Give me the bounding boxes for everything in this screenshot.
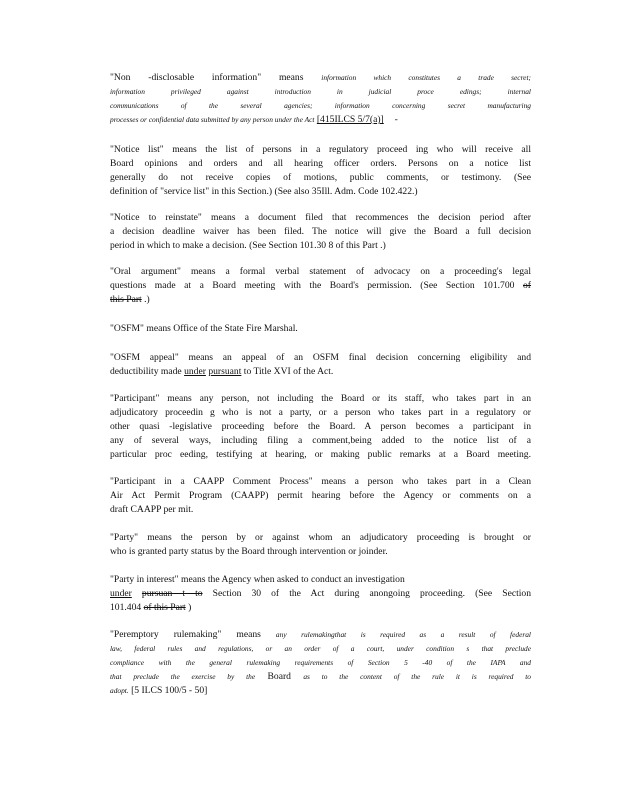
definition-text: a decision deadline waiver has been filed. The notice will give the Board a full decision <box>110 226 531 237</box>
definition-oral-argument <box>110 265 531 307</box>
underlined-text: under <box>110 588 132 599</box>
definition-text: "Participant in a CAAPP Comment Process" means a person who takes part in a Clean <box>110 476 531 487</box>
definition-text: law, federal rules and regulations, or an order of a court, under condition s that preclude <box>110 644 531 653</box>
definition-text: information privileged against introduction in judicial proce edings; internal <box>110 87 531 96</box>
statute-citation: [415ILCS 5/7(a)] <box>316 114 384 125</box>
definition-non-disclosable-information <box>110 71 531 127</box>
definition-text: definition of "service list" in this Section.) (See also 35Ill. Adm. Code 102.422.) <box>110 186 418 197</box>
definition-text: any of several ways, including filing a comment,being added to the notice list of a <box>110 435 531 446</box>
definition-participant <box>110 392 531 462</box>
definition-text: "OSFM appeal" means an appeal of an OSFM final decision concerning eligibility and <box>110 352 531 363</box>
struck-text: of this Part <box>143 602 186 613</box>
definition-text: processes or confidential data submitted by any person under the Act <box>110 115 315 124</box>
definition-participant-caapp <box>110 475 531 517</box>
definition-text: Board <box>267 671 291 682</box>
definition-text: "OSFM" means Office of the State Fire Marshal. <box>110 323 298 334</box>
definition-text: adjudicatory proceedin g who is not a party, or a person who takes part in a regulatory or <box>110 407 531 418</box>
definition-text: 101.404 <box>110 602 142 613</box>
definition-text: compliance with the general rulemaking requirements of Section 5 -40 of the IAPA and <box>110 658 531 667</box>
definition-text: "Oral argument" means a formal verbal statement of advocacy on a proceeding's legal <box>110 266 531 277</box>
definition-text: ) <box>188 602 192 613</box>
definition-text: Section 30 of the Act during anongoing proceeding. (See Section <box>212 588 532 599</box>
underlined-text: pursuant <box>208 366 242 377</box>
definition-notice-to-reinstate <box>110 211 531 253</box>
definition-notice-list <box>110 143 531 199</box>
definition-text: questions made at a Board meeting with the Board's permission. (See Section 101.700 <box>110 280 515 291</box>
term-text: "Non -disclosable information" means <box>110 72 304 83</box>
definition-text: Air Act Permit Program (CAAPP) permit hearing before the Agency or comments on a <box>110 490 531 501</box>
definition-osfm <box>110 322 531 336</box>
struck-text: this Part <box>110 294 142 305</box>
definition-text: as to the content of the rule it is required to <box>303 672 531 681</box>
statute-citation: [5 ILCS 100/5 - 50] <box>131 685 208 696</box>
definition-text: .) <box>144 294 150 305</box>
definition-text: Board opinions and orders and all hearing officer orders. Persons on a notice list <box>110 158 531 169</box>
underlined-text: under <box>184 366 206 377</box>
definition-text: adopt. <box>110 686 129 695</box>
definition-text: communications of the several agencies; information concerning secret manufacturing <box>110 101 531 110</box>
definition-text: who is granted party status by the Board through intervention or joinder. <box>110 546 388 557</box>
definition-osfm-appeal <box>110 351 531 379</box>
definition-party <box>110 531 531 559</box>
term-text: "Peremptory rulemaking" means <box>110 629 261 640</box>
definition-text: particular proc eeding, testifying at hearing, or making public remarks at a Board meeting. <box>110 449 531 460</box>
definition-text: "Participant" means any person, not including the Board or its staff, who takes part in an <box>110 393 531 404</box>
definition-text: period in which to make a decision. (See Section 101.30 8 of this Part .) <box>110 240 386 251</box>
definition-party-in-interest <box>110 573 531 615</box>
definition-text: draft CAAPP per mit. <box>110 504 194 515</box>
margin-mark: - <box>394 114 398 125</box>
definition-text: "Notice to reinstate" means a document filed that recommences the decision period after <box>110 212 531 223</box>
definition-text: other quasi -legislative proceeding before the Board. A person becomes a participant in <box>110 421 531 432</box>
struck-text: pursuan t to <box>141 588 203 599</box>
definition-text: "Party" means the person by or against whom an adjudicatory proceeding is brought or <box>110 532 531 543</box>
definition-text: that preclude the exercise by the <box>110 672 256 681</box>
definition-text: information which constitutes a trade secret; <box>321 73 531 82</box>
definition-text: generally do not receive copies of motions, public comments, or testimony. (See <box>110 172 531 183</box>
struck-text: of <box>523 280 531 291</box>
definition-text: "Notice list" means the list of persons in a regulatory proceed ing who will receive all <box>110 144 531 155</box>
definition-text: any rulemakingthat is required as a result of federal <box>275 630 531 639</box>
definition-text: to Title XVI of the Act. <box>243 366 334 377</box>
definition-text: "Party in interest" means the Agency when asked to conduct an investigation <box>110 574 405 585</box>
definition-peremptory-rulemaking <box>110 628 531 698</box>
definition-text: deductibility made <box>110 366 182 377</box>
